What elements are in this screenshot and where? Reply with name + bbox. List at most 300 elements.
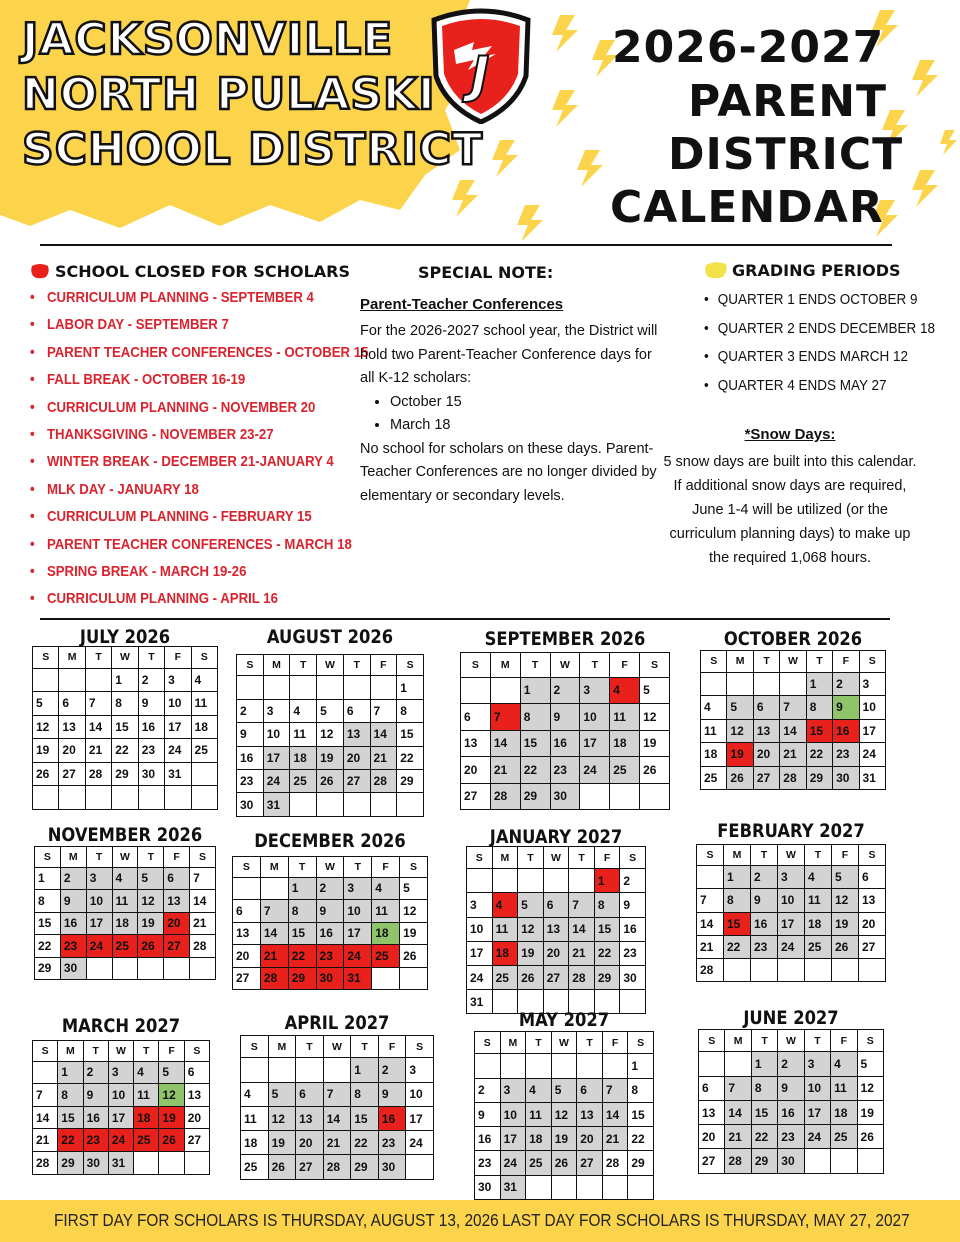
day-cell: 4 [831, 1052, 857, 1076]
day-cell: 22 [112, 739, 138, 763]
day-cell: 20 [543, 941, 569, 965]
week-row [33, 1106, 210, 1129]
day-cell: 15 [520, 730, 550, 757]
day-cell: 21 [569, 941, 595, 965]
day-cell: 30 [833, 766, 859, 790]
month-title: AUGUST 2026 [266, 626, 394, 648]
day-cell: 12 [640, 704, 670, 731]
week-row [33, 1129, 210, 1152]
day-cell: 18 [492, 941, 518, 965]
day-cell: 6 [859, 866, 886, 889]
day-cell: 19 [400, 922, 428, 945]
day-cell: 9 [83, 1084, 108, 1107]
day-cell: 23 [316, 945, 344, 968]
month-title: JULY 2026 [79, 626, 171, 648]
day-cell: 23 [620, 941, 646, 965]
empty-day-cell [543, 869, 569, 893]
day-cell: 15 [112, 715, 138, 739]
day-cell: 18 [112, 912, 138, 935]
empty-day-cell [699, 1052, 725, 1076]
empty-day-cell [724, 958, 751, 981]
day-cell: 12 [159, 1084, 184, 1107]
day-cell: 28 [85, 762, 111, 786]
weekday-header: S [33, 647, 59, 669]
day-cell: 2 [550, 677, 580, 704]
calendar-title-line-4: CALENDAR [610, 182, 884, 233]
day-cell: 9 [378, 1082, 406, 1106]
day-cell: 15 [35, 912, 61, 935]
week-row [33, 762, 218, 786]
day-cell: 17 [580, 730, 610, 757]
day-cell: 4 [191, 668, 217, 692]
day-cell: 2 [833, 672, 859, 696]
day-cell: 10 [804, 1076, 830, 1100]
day-cell: 16 [620, 917, 646, 941]
day-cell: 11 [134, 1084, 159, 1107]
calendar-title-line-2: PARENT [688, 76, 888, 127]
week-row [33, 692, 218, 716]
empty-day-cell [343, 676, 370, 699]
day-cell: 8 [724, 889, 751, 912]
day-cell: 26 [518, 965, 544, 989]
day-cell: 12 [857, 1076, 883, 1100]
weekday-header: S [35, 847, 61, 868]
weekday-header: S [859, 651, 885, 673]
day-cell: 28 [725, 1149, 751, 1173]
day-cell: 5 [518, 893, 544, 917]
day-cell: 29 [112, 762, 138, 786]
day-cell: 17 [778, 912, 805, 935]
empty-day-cell [59, 786, 85, 810]
district-name-line-3: SCHOOL DISTRICT [22, 124, 484, 175]
day-cell: 30 [60, 957, 86, 980]
day-cell: 18 [191, 715, 217, 739]
day-cell: 7 [260, 900, 288, 923]
week-row [237, 746, 424, 769]
day-cell: 26 [138, 935, 164, 958]
day-cell: 21 [33, 1129, 58, 1152]
footer-bar [0, 1200, 960, 1242]
week-row [237, 699, 424, 722]
conferences-outro: No school for scholars on these days. Parent-Teacher Conferences are no longer divided by elementary or secondary levels. [360, 440, 657, 504]
day-cell: 30 [378, 1155, 406, 1179]
day-cell: 13 [461, 730, 491, 757]
weekday-header: M [268, 1036, 296, 1058]
day-cell: 12 [268, 1106, 296, 1130]
weekday-header: F [372, 857, 400, 878]
day-cell: 16 [778, 1100, 804, 1124]
weekday-header: F [594, 847, 620, 869]
week-row [241, 1058, 434, 1082]
first-day-text: FIRST DAY FOR SCHOLARS IS THURSDAY, AUGUST 13, 2026 [54, 1210, 499, 1230]
week-row [475, 1078, 654, 1102]
day-cell: 6 [164, 867, 190, 890]
day-cell: 26 [640, 757, 670, 784]
weekday-header: S [191, 647, 217, 669]
weekday-header: S [857, 1030, 883, 1052]
day-cell: 30 [83, 1151, 108, 1174]
day-cell: 26 [159, 1129, 184, 1152]
month-calendar [474, 1031, 654, 1200]
day-cell: 11 [526, 1102, 552, 1126]
weekday-header: W [323, 1036, 351, 1058]
empty-day-cell [191, 762, 217, 786]
empty-day-cell [400, 967, 428, 990]
day-cell: 18 [241, 1131, 269, 1155]
weekday-header: T [520, 653, 550, 678]
day-cell: 14 [602, 1102, 628, 1126]
day-cell: 20 [343, 746, 370, 769]
day-cell: 3 [804, 1052, 830, 1076]
day-cell: 31 [859, 766, 885, 790]
day-cell: 14 [370, 723, 397, 746]
week-row [233, 922, 428, 945]
weekday-header: M [492, 847, 518, 869]
week-row [233, 945, 428, 968]
day-cell: 6 [543, 893, 569, 917]
closed-item: • SPRING BREAK - MARCH 19-26 [30, 562, 368, 589]
day-cell: 8 [112, 692, 138, 716]
yellow-paint-mark-icon [704, 260, 728, 280]
week-row [475, 1054, 654, 1078]
week-row [699, 1076, 884, 1100]
day-cell: 15 [397, 723, 424, 746]
day-cell: 5 [33, 692, 59, 716]
day-cell: 2 [778, 1052, 804, 1076]
day-cell: 20 [699, 1125, 725, 1149]
day-cell: 24 [467, 965, 493, 989]
day-cell: 9 [60, 890, 86, 913]
month-calendar [236, 654, 424, 817]
day-cell: 24 [406, 1131, 434, 1155]
week-row [233, 967, 428, 990]
empty-day-cell [159, 1151, 184, 1174]
day-cell: 29 [351, 1155, 379, 1179]
empty-day-cell [85, 668, 111, 692]
day-cell: 26 [551, 1151, 577, 1175]
month-title: FEBRUARY 2027 [717, 820, 865, 842]
day-cell: 27 [577, 1151, 603, 1175]
day-cell: 3 [344, 877, 372, 900]
day-cell: 18 [701, 743, 727, 767]
empty-day-cell [59, 668, 85, 692]
day-cell: 6 [577, 1078, 603, 1102]
day-cell: 5 [138, 867, 164, 890]
day-cell: 9 [475, 1102, 501, 1126]
weekday-header: M [59, 647, 85, 669]
empty-day-cell [134, 1151, 159, 1174]
week-row [33, 668, 218, 692]
day-cell: 20 [233, 945, 261, 968]
day-cell: 10 [580, 704, 610, 731]
weekday-header: F [165, 647, 191, 669]
month-title: NOVEMBER 2026 [47, 824, 203, 846]
week-row [237, 793, 424, 816]
day-cell: 14 [697, 912, 724, 935]
day-cell: 19 [268, 1131, 296, 1155]
day-cell: 12 [33, 715, 59, 739]
day-cell: 28 [602, 1151, 628, 1175]
day-cell: 2 [620, 869, 646, 893]
week-row [701, 672, 886, 696]
empty-day-cell [526, 1175, 552, 1199]
weekday-header: S [241, 1036, 269, 1058]
day-cell: 11 [191, 692, 217, 716]
day-cell: 19 [727, 743, 753, 767]
day-cell: 5 [727, 696, 753, 720]
day-cell: 22 [594, 941, 620, 965]
conference-date: • March 18 [390, 414, 660, 438]
month-title: JUNE 2027 [743, 1007, 839, 1029]
day-cell: 21 [490, 757, 520, 784]
day-cell: 4 [805, 866, 832, 889]
week-row [33, 715, 218, 739]
day-cell: 21 [190, 912, 216, 935]
weekday-header: W [316, 857, 344, 878]
day-cell: 7 [569, 893, 595, 917]
weekday-header: F [164, 847, 190, 868]
day-cell: 23 [778, 1125, 804, 1149]
day-cell: 8 [351, 1082, 379, 1106]
day-cell: 3 [500, 1078, 526, 1102]
day-cell: 13 [59, 715, 85, 739]
day-cell: 14 [490, 730, 520, 757]
day-cell: 17 [86, 912, 112, 935]
day-cell: 24 [804, 1125, 830, 1149]
empty-day-cell [317, 793, 344, 816]
day-cell: 13 [343, 723, 370, 746]
day-cell: 29 [751, 1149, 777, 1173]
day-cell: 31 [263, 793, 290, 816]
empty-day-cell [526, 1054, 552, 1078]
month-calendar [32, 1040, 210, 1175]
day-cell: 11 [701, 719, 727, 743]
day-cell: 26 [33, 762, 59, 786]
empty-day-cell [701, 672, 727, 696]
week-row [699, 1052, 884, 1076]
day-cell: 31 [467, 990, 493, 1014]
day-cell: 14 [33, 1106, 58, 1129]
day-cell: 7 [323, 1082, 351, 1106]
weekday-header: W [112, 647, 138, 669]
weekday-header: T [138, 647, 164, 669]
day-cell: 20 [461, 757, 491, 784]
day-cell: 25 [610, 757, 640, 784]
day-cell: 6 [343, 699, 370, 722]
day-cell: 27 [753, 766, 779, 790]
day-cell: 2 [83, 1061, 108, 1084]
empty-day-cell [804, 1149, 830, 1173]
week-row [461, 677, 670, 704]
empty-day-cell [551, 1054, 577, 1078]
special-note-title: SPECIAL NOTE: [418, 263, 554, 282]
day-cell: 27 [461, 783, 491, 810]
day-cell: 18 [372, 922, 400, 945]
day-cell: 11 [290, 723, 317, 746]
day-cell: 25 [112, 935, 138, 958]
empty-day-cell [191, 786, 217, 810]
day-cell: 15 [751, 1100, 777, 1124]
week-row [701, 719, 886, 743]
day-cell: 16 [550, 730, 580, 757]
day-cell: 14 [323, 1106, 351, 1130]
weekday-header: T [85, 647, 111, 669]
empty-day-cell [640, 783, 670, 810]
day-cell: 27 [859, 935, 886, 958]
day-cell: 27 [543, 965, 569, 989]
week-row [33, 786, 218, 810]
conference-dates-list [360, 391, 660, 438]
day-cell: 2 [316, 877, 344, 900]
empty-day-cell [296, 1058, 324, 1082]
day-cell: 31 [165, 762, 191, 786]
month-calendar [32, 646, 218, 810]
week-row [475, 1127, 654, 1151]
day-cell: 10 [108, 1084, 133, 1107]
empty-day-cell [778, 958, 805, 981]
day-cell: 8 [751, 1076, 777, 1100]
day-cell: 6 [296, 1082, 324, 1106]
red-paint-mark-icon [30, 262, 50, 280]
closed-item: • CURRICULUM PLANNING - SEPTEMBER 4 [30, 288, 368, 315]
empty-day-cell [263, 676, 290, 699]
empty-day-cell [190, 957, 216, 980]
day-cell: 16 [237, 746, 264, 769]
day-cell: 18 [290, 746, 317, 769]
day-cell: 3 [263, 699, 290, 722]
week-row [697, 958, 886, 981]
day-cell: 9 [751, 889, 778, 912]
day-cell: 24 [778, 935, 805, 958]
day-cell: 21 [260, 945, 288, 968]
day-cell: 28 [490, 783, 520, 810]
weekday-header: W [543, 847, 569, 869]
week-row [697, 866, 886, 889]
empty-day-cell [317, 676, 344, 699]
grading-item: • QUARTER 4 ENDS MAY 27 [704, 376, 935, 405]
empty-day-cell [753, 672, 779, 696]
weekday-header: M [58, 1041, 83, 1062]
day-cell: 4 [112, 867, 138, 890]
day-cell: 7 [697, 889, 724, 912]
day-cell: 11 [112, 890, 138, 913]
day-cell: 3 [86, 867, 112, 890]
day-cell: 23 [550, 757, 580, 784]
day-cell: 12 [518, 917, 544, 941]
day-cell: 13 [164, 890, 190, 913]
empty-day-cell [184, 1151, 209, 1174]
day-cell: 27 [343, 769, 370, 792]
week-row [699, 1100, 884, 1124]
day-cell: 23 [475, 1151, 501, 1175]
day-cell: 2 [475, 1078, 501, 1102]
day-cell: 23 [60, 935, 86, 958]
day-cell: 24 [263, 769, 290, 792]
weekday-header: F [378, 1036, 406, 1058]
day-cell: 5 [268, 1082, 296, 1106]
day-cell: 16 [833, 719, 859, 743]
day-cell: 1 [806, 672, 832, 696]
day-cell: 5 [857, 1052, 883, 1076]
day-cell: 27 [59, 762, 85, 786]
day-cell: 8 [397, 699, 424, 722]
day-cell: 30 [550, 783, 580, 810]
day-cell: 18 [831, 1100, 857, 1124]
weekday-header: T [290, 655, 317, 676]
day-cell: 4 [372, 877, 400, 900]
empty-day-cell [569, 869, 595, 893]
day-cell: 15 [806, 719, 832, 743]
day-cell: 14 [260, 922, 288, 945]
day-cell: 22 [520, 757, 550, 784]
weekday-header: T [806, 651, 832, 673]
empty-day-cell [138, 786, 164, 810]
month-calendar [34, 846, 216, 980]
day-cell: 7 [490, 704, 520, 731]
day-cell: 25 [831, 1125, 857, 1149]
week-row [461, 704, 670, 731]
empty-day-cell [233, 877, 261, 900]
day-cell: 5 [640, 677, 670, 704]
day-cell: 26 [832, 935, 859, 958]
weekday-header: M [725, 1030, 751, 1052]
closed-item: • CURRICULUM PLANNING - APRIL 16 [30, 589, 368, 616]
day-cell: 8 [58, 1084, 83, 1107]
empty-day-cell [85, 786, 111, 810]
weekday-header: T [351, 1036, 379, 1058]
day-cell: 11 [805, 889, 832, 912]
day-cell: 22 [288, 945, 316, 968]
weekday-header: S [400, 857, 428, 878]
week-row [33, 1084, 210, 1107]
day-cell: 23 [833, 743, 859, 767]
weekday-header: S [406, 1036, 434, 1058]
month-calendar [232, 856, 428, 990]
day-cell: 4 [701, 696, 727, 720]
week-row [241, 1155, 434, 1179]
weekday-header: S [628, 1032, 654, 1054]
middle-divider [40, 618, 890, 620]
empty-day-cell [577, 1054, 603, 1078]
week-row [35, 957, 216, 980]
day-cell: 6 [233, 900, 261, 923]
weekday-header: W [550, 653, 580, 678]
day-cell: 1 [397, 676, 424, 699]
day-cell: 30 [620, 965, 646, 989]
day-cell: 28 [260, 967, 288, 990]
empty-day-cell [323, 1058, 351, 1082]
empty-day-cell [138, 957, 164, 980]
school-closed-list [30, 288, 415, 617]
day-cell: 18 [610, 730, 640, 757]
day-cell: 9 [778, 1076, 804, 1100]
empty-day-cell [832, 958, 859, 981]
day-cell: 15 [724, 912, 751, 935]
weekday-header: F [831, 1030, 857, 1052]
day-cell: 11 [831, 1076, 857, 1100]
day-cell: 20 [859, 912, 886, 935]
month-calendar [460, 652, 670, 810]
day-cell: 18 [805, 912, 832, 935]
day-cell: 23 [138, 739, 164, 763]
empty-day-cell [697, 866, 724, 889]
week-row [461, 730, 670, 757]
day-cell: 26 [857, 1125, 883, 1149]
day-cell: 9 [833, 696, 859, 720]
month-title: MARCH 2027 [61, 1015, 181, 1037]
day-cell: 17 [859, 719, 885, 743]
conference-date: • October 15 [390, 391, 660, 415]
